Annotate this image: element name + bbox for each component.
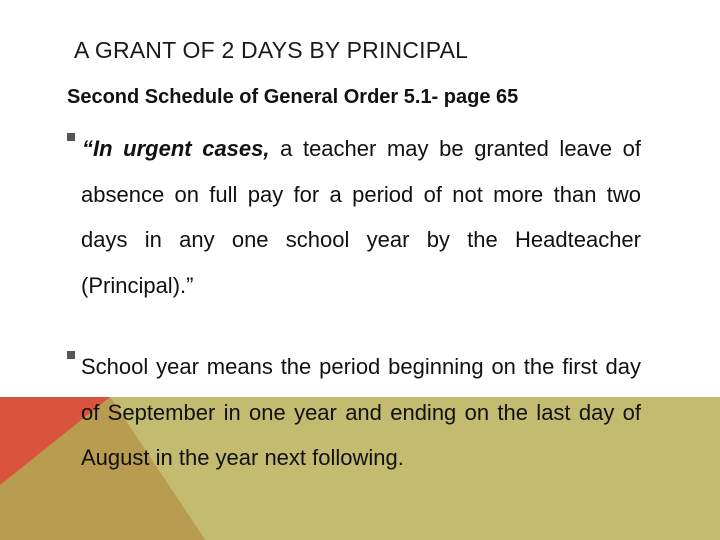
- bullet-item-urgent-cases: [67, 126, 641, 308]
- slide-subtitle: Second Schedule of General Order 5.1- page 65: [67, 86, 519, 108]
- page-title: A GRANT OF 2 DAYS BY PRINCIPAL: [74, 37, 469, 63]
- square-bullet-icon: [67, 351, 75, 359]
- bullet-body: a teacher may be granted leave of absence on full pay for a period of not more than two days in any one school year by the Headteacher (Principal).”: [81, 136, 641, 298]
- bullet-emphasis: “In urgent cases,: [82, 136, 270, 161]
- bullet-text: School year means the period beginning on the first day of September in one year and ending on the last day of August in the year next following.: [81, 354, 641, 470]
- bullet-item-school-year: [67, 344, 641, 481]
- square-bullet-icon: [67, 133, 75, 141]
- bullet-text: [67, 126, 641, 308]
